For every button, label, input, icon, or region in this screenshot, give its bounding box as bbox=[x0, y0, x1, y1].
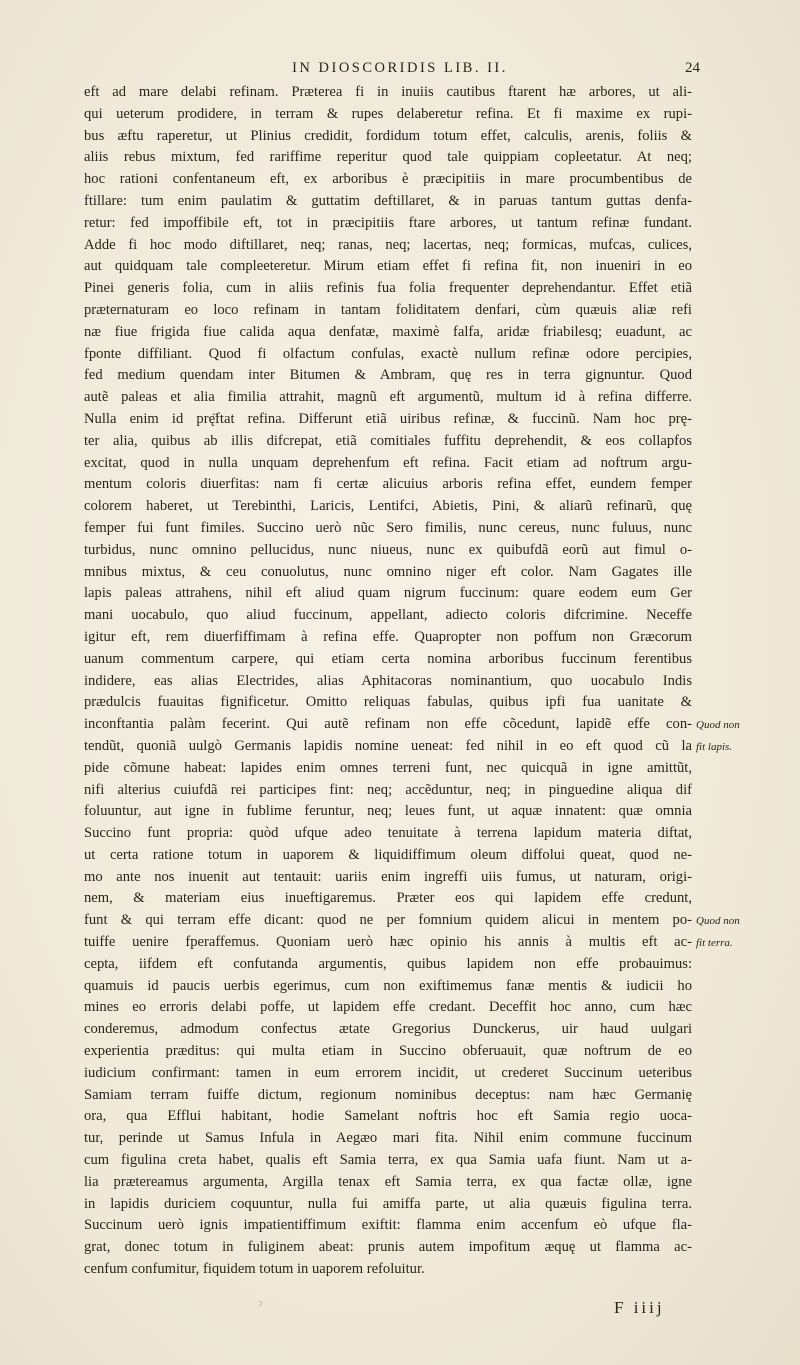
text-line: foluuntur, aut igne in fublime feruntur, neq; leues funt, ut aquæ innatent: quæ omnia bbox=[84, 803, 692, 820]
text-line: iudicium confirmant: tamen in eum errorem incidit, ut crederet Succinum ueteribus bbox=[84, 1064, 692, 1081]
text-line: ut certa ratione totum in uaporem & liquidiffimum oleum diffolui queat, quod ne- bbox=[84, 846, 692, 863]
text-line: colorem haberet, ut Terebinthi, Laricis, Lentifci, Abietis, Pini, & aliarũ refinarũ, quę bbox=[84, 498, 692, 515]
text-line: femper fui funt fimiles. Succino uerò nũc Sero fimilis, nunc cereus, nunc fuluus, nunc bbox=[84, 519, 692, 536]
text-line: fponte diffiliant. Quod fi olfactum confulas, exactè nullum refinæ odore percipies, bbox=[84, 345, 692, 362]
text-line: tuiffe uenire fperaffemus. Quoniam uerò hæc opinio his annis à multis eft ac- bbox=[84, 934, 692, 951]
text-line: conderemus, admodum confectus ætate Gregorius Dunckerus, uir haud uulgari bbox=[84, 1021, 692, 1038]
text-line: lapis paleas attrahens, nihil eft aliud quam nigrum fuccinum: quare eodem eum Ger bbox=[84, 585, 692, 602]
text-line: præternaturam eo loco refinam in tantam foliditatem denfari, cùm quæuis aliæ refi bbox=[84, 301, 692, 318]
page-header bbox=[0, 60, 800, 82]
text-line: autẽ paleas et alia fimilia attrahit, magnũ eft argumentũ, multum id à refina differre. bbox=[84, 389, 692, 406]
text-line: Pinei generis folia, cum in aliis refinis fua folia frequenter deprehendantur. Effet etiã bbox=[84, 280, 692, 297]
text-line: retur: fed impoffibile eft, tot in præcipitiis ftare arbores, ut tantum refinæ fundant. bbox=[84, 214, 692, 231]
text-line: Samiam terram fuiffe dictum, regionum nominibus deceptus: nam hæc Germanię bbox=[84, 1086, 692, 1103]
text-line: Adde fi hoc modo diftillaret, neq; ranas, neq; lacertas, neq; formicas, mufcas, culices, bbox=[84, 236, 692, 253]
marginal-note: fit lapis. bbox=[696, 741, 733, 753]
text-line: inconftantia palàm fecerint. Qui autẽ refinam non effe cõcedunt, lapidẽ effe con- bbox=[84, 716, 692, 733]
text-line: bus æftu raperetur, ut Plinius credidit, fordidum totum effet, calculis, arenis, foliis & bbox=[84, 127, 692, 144]
page-footer bbox=[0, 1298, 800, 1322]
text-line: cenfum confumitur, fiquidem totum in uaporem refoluitur. bbox=[84, 1261, 425, 1278]
text-line: ora, qua Efflui habitant, hodie Samelant noftris hoc eft Samia regio uoca- bbox=[84, 1108, 692, 1125]
marginal-note: Quod non bbox=[696, 719, 740, 732]
marginal-note: Quod non bbox=[696, 915, 740, 928]
text-line: mani uocabulo, quo aliud fuccinum, appellant, adiecto coloris difcrimine. Neceffe bbox=[84, 607, 692, 624]
text-line: qui ueterum prodidere, in terram & rupes delaberetur refina. Et fi maxime ex rupi- bbox=[84, 105, 692, 122]
body-text bbox=[84, 82, 692, 1281]
text-line: indidere, eas alias Electrides, alias Aphitacoras nominantium, quo uocabulo Indis bbox=[84, 672, 692, 689]
text-line: aut quidquam tale compleeteretur. Mirum etiam effet fi refina fit, non inueniri in eo bbox=[84, 258, 692, 275]
text-line: cepta, iifdem eft confutanda argumentis, quibus lapidem non effe probauimus: bbox=[84, 955, 692, 972]
text-line: uanum commentum carpere, qui etiam certa nomina arboribus fuccinum ferentibus bbox=[84, 650, 692, 667]
text-line: cum figulina creta habet, qualis eft Samia terra, ex qua Samia uafa fiunt. Nam ut a- bbox=[84, 1152, 692, 1169]
text-line: mnibus mixtus, & ceu conuolutus, nunc omnino niger eft color. Nam Gagates ille bbox=[84, 563, 692, 580]
text-line: nifi alterius cuiufdã rei participes fint: neq; accẽduntur, neq; in pinguedine aliqua dif bbox=[84, 781, 692, 798]
text-line: næ fiue frigida fiue calida aqua denfatæ, maximè falfa, aridæ friabilesq; euadunt, ac bbox=[84, 323, 692, 340]
text-line: igitur eft, rem diuerfiffimam à refina effe. Quapropter non poffum non Græcorum bbox=[84, 628, 692, 645]
text-line: tendũt, quoniã uulgò Germanis lapidis nomine ueneat: fed nihil in eo eft quod cũ la bbox=[84, 737, 692, 754]
text-line: prædulcis fuauitas fignificetur. Omitto reliquas fabulas, quibus ipfi fua uanitate & bbox=[84, 694, 692, 711]
text-line: lia prætereamus argumenta, Argilla tenax eft Samia terra, ex qua factæ ollæ, igne bbox=[84, 1173, 692, 1190]
text-line: in lapidis duriciem coquuntur, nulla fui amiffa parte, ut alia quæuis figulina terra. bbox=[84, 1195, 692, 1212]
text-line: mines eo erroris delabi poffe, ut lapidem effe credant. Deceffit hoc anno, cum hæc bbox=[84, 999, 692, 1016]
text-line: quamuis id paucis uerbis egerimus, cum non exiftimemus fanæ mentis & iudicii ho bbox=[84, 977, 692, 994]
text-line: Nulla enim id prę̈ftat refina. Differunt etiã uiribus refinæ, & fuccinũ. Nam hoc prę- bbox=[84, 410, 692, 427]
text-line: ftillare: tum enim paulatim & guttatim deftillaret, & in paruas tantum guttas denfa- bbox=[84, 192, 692, 209]
folio-number: 24 bbox=[685, 60, 700, 76]
catchword: ↄ bbox=[258, 1298, 263, 1309]
text-line: excitat, quod in nulla unquam deprehenfum eft refina. Facit etiam ad noftrum argu- bbox=[84, 454, 692, 471]
running-head: IN DIOSCORIDIS LIB. II. bbox=[292, 60, 508, 76]
text-line: mentum coloris diuerfitas: nam fi certæ alicuius arboris refina effet, eundem femper bbox=[84, 476, 692, 493]
text-line: Succinum uerò ignis impatientiffimum exiftit: flamma enim accenfum eò ufque fla- bbox=[84, 1217, 692, 1234]
text-line: grat, donec totum in fuliginem abeat: prunis autem impofitum æquę ut flamma ac- bbox=[84, 1239, 692, 1256]
text-line: Succino funt propria: quòd ufque adeo tenuitate à terrena lapidum materia diftat, bbox=[84, 825, 692, 842]
text-line: tur, perinde ut Samus Infula in Aegæo mari fita. Nihil enim commune fuccinum bbox=[84, 1130, 692, 1147]
signature-mark: F iiij bbox=[614, 1298, 665, 1317]
marginal-note: fit terra. bbox=[696, 937, 733, 950]
text-line: aliis rebus mixtum, fed rariffime reperitur quod tale quippiam copleetatur. At neq; bbox=[84, 149, 692, 166]
text-line: funt & qui terram effe dicant: quod ne per fomnium quidem alicui in mentem po- bbox=[84, 912, 692, 929]
text-line: eft ad mare delabi refinam. Præterea fi in inuiis cautibus ftarent hæ arbores, ut ali- bbox=[84, 84, 692, 100]
text-line: experientia præditus: qui multa etiam in Succino obferuauit, quæ noftrum de eo bbox=[84, 1043, 692, 1060]
text-line: ter alia, quibus ab illis difcrepat, etiã comitiales fuffitu deprehendit, & eos collapfos bbox=[84, 432, 692, 449]
text-line: pide cõmune habeat: lapides enim omnes terreni funt, nec quicquã in igne amittũt, bbox=[84, 759, 692, 776]
text-line: nem, & materiam eius inueftigaremus. Præter eos qui lapidem effe credunt, bbox=[84, 890, 692, 907]
text-line: hoc rationi confentaneum eft, ex arboribus è præcipitiis in mare procumbentibus de bbox=[84, 171, 692, 188]
text-line: fed medium quendam inter Bitumen & Ambram, quę res in terra gignuntur. Quod bbox=[84, 367, 692, 384]
text-line: mo ante nos inuenit aut tentauit: uariis enim ingreffi uiis fumus, ut naturam, origi- bbox=[84, 868, 692, 885]
text-line: turbidus, nunc omnino pellucidus, nunc niueus, nunc ex quibufdã eorũ aut fimul o- bbox=[84, 541, 692, 558]
